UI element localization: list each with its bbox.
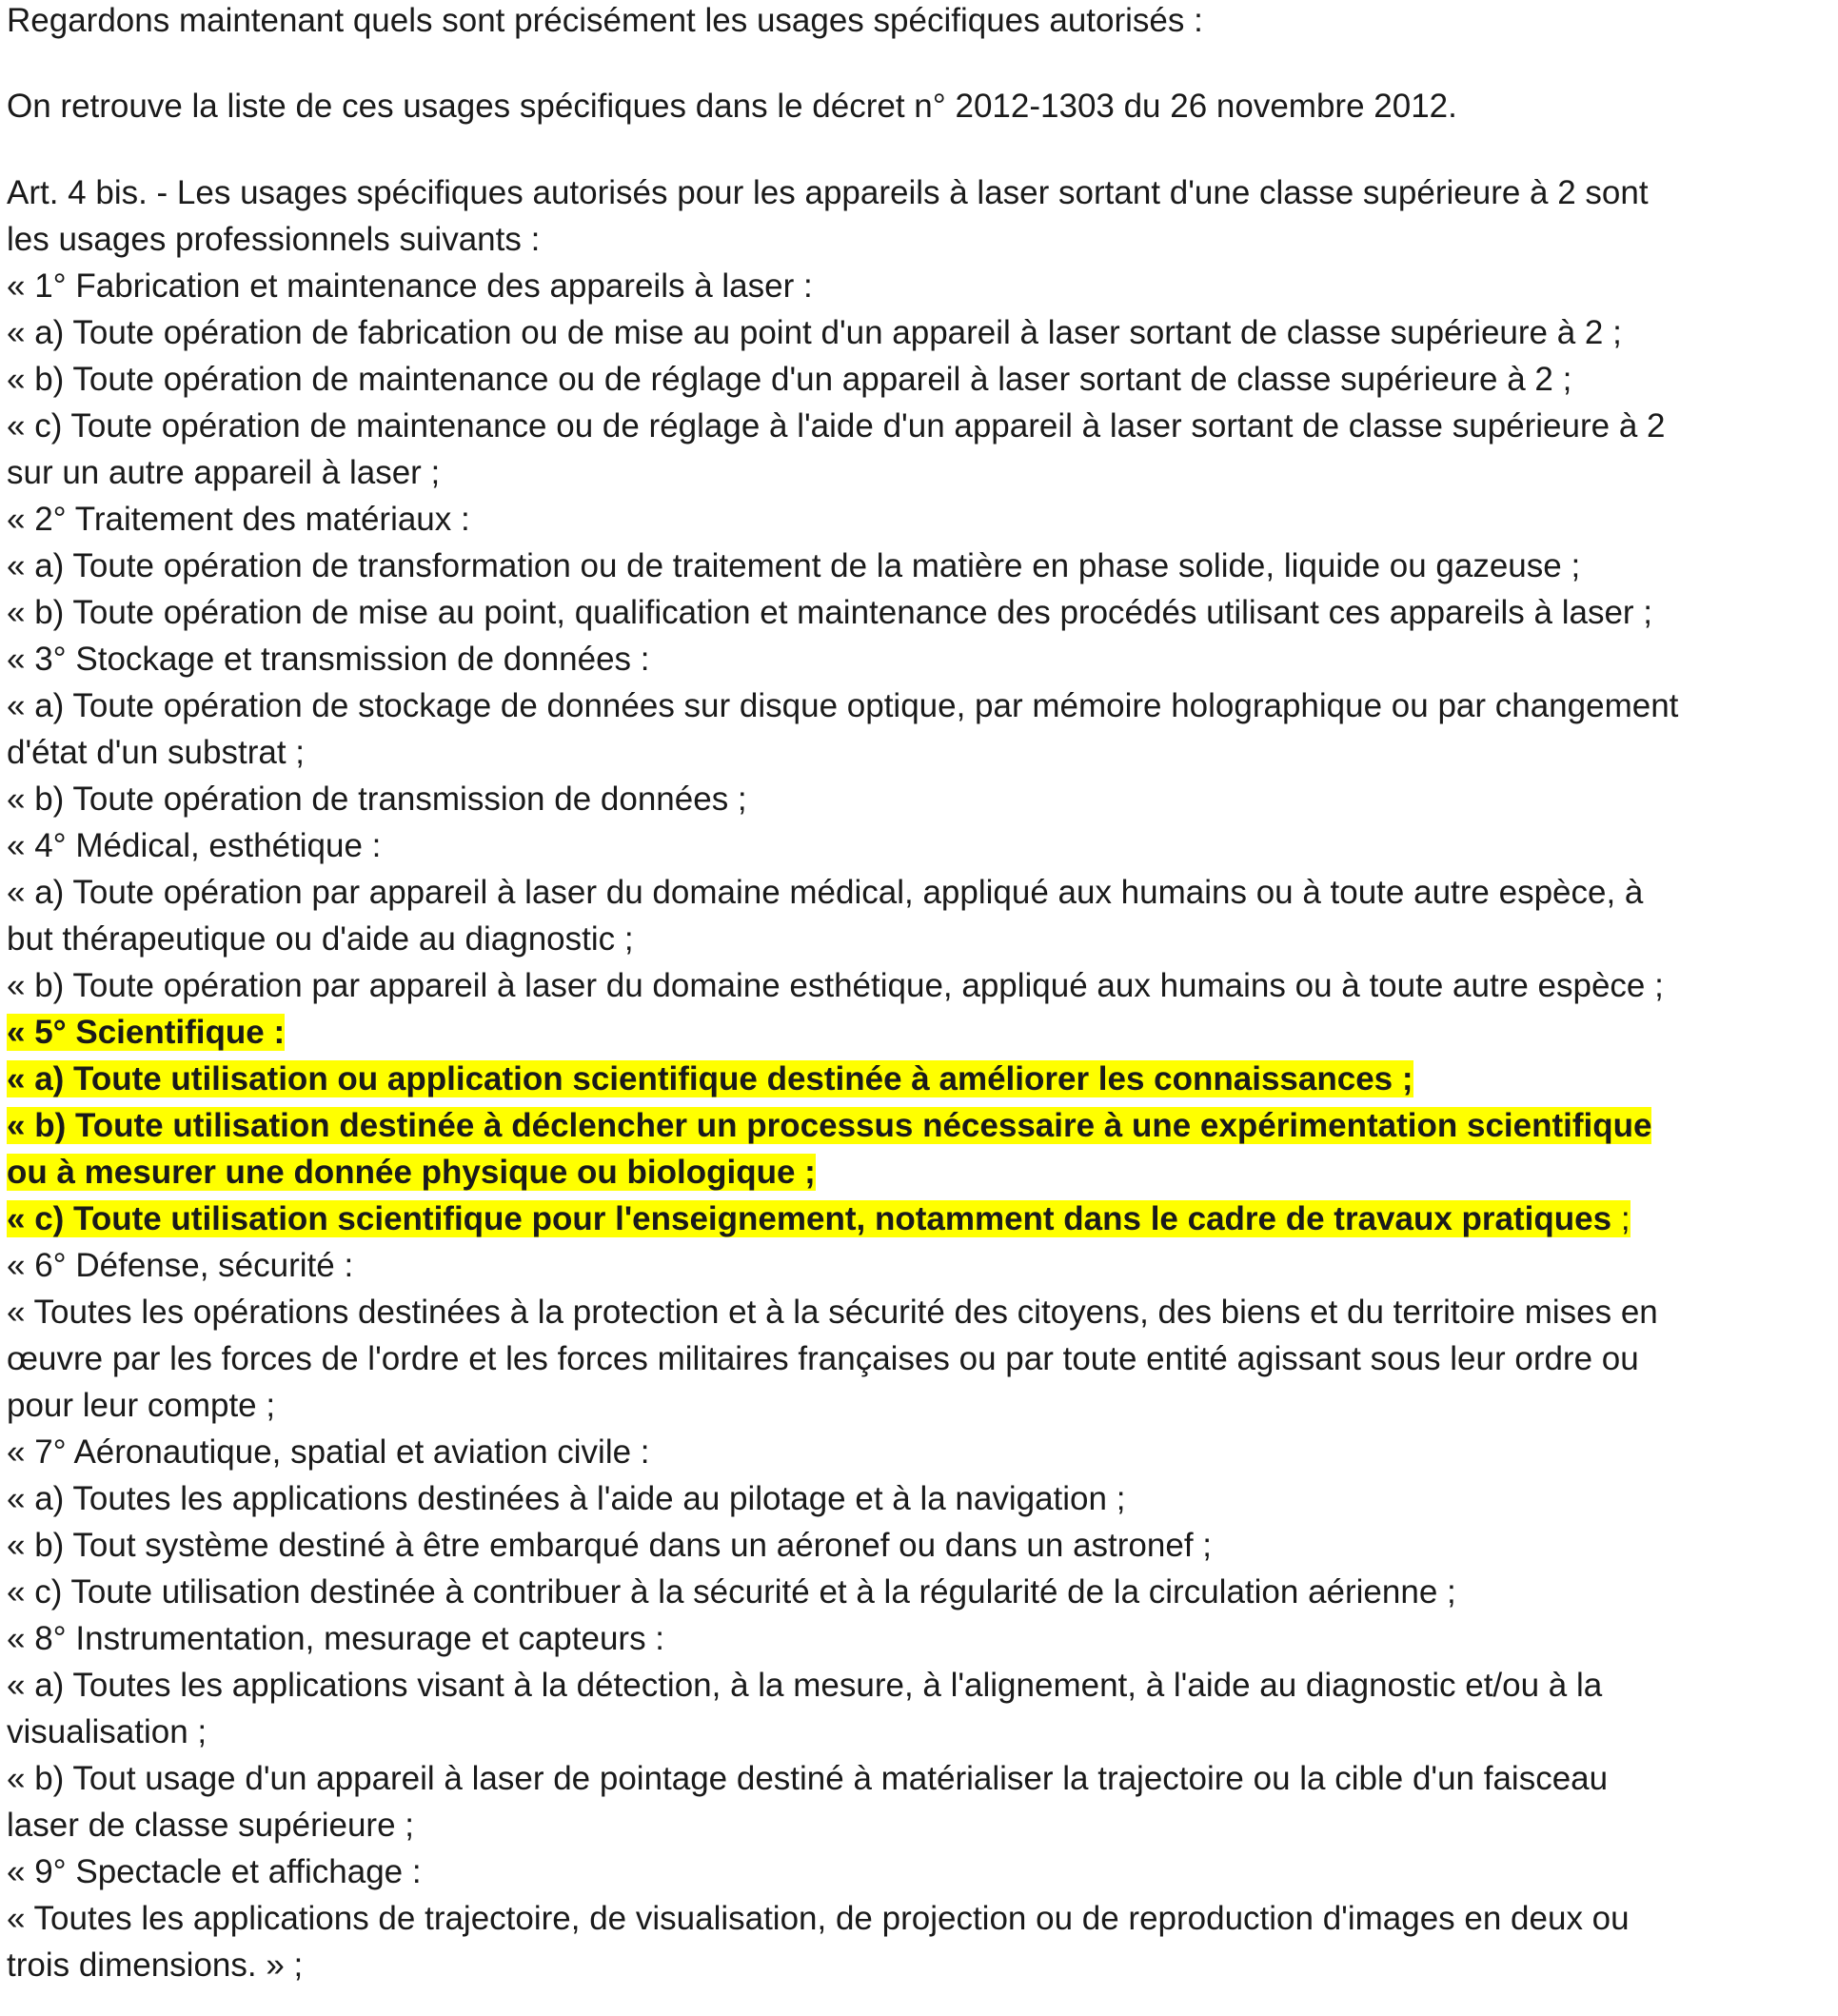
highlighted-text: « a) Toute utilisation ou application scientifique destinée à améliorer les connaissances ;	[7, 1060, 1413, 1097]
list-item: « b) Tout usage d'un appareil à laser de pointage destiné à matérialiser la trajectoire ou la cible d'un faisceau	[7, 1760, 1609, 1797]
list-item: « 4° Médical, esthétique :	[7, 827, 382, 864]
list-item: « 2° Traitement des matériaux :	[7, 501, 470, 538]
article-line: Art. 4 bis. - Les usages spécifiques autorisés pour les appareils à laser sortant d'une classe supérieure à 2 sont	[7, 174, 1649, 211]
list-item: « a) Toute opération de stockage de données sur disque optique, par mémoire holographique ou par changement	[7, 687, 1679, 724]
list-item: « b) Toute opération de mise au point, qualification et maintenance des procédés utilisant ces appareils à laser ;	[7, 594, 1653, 631]
list-item: « a) Toute opération de transformation ou de traitement de la matière en phase solide, liquide ou gazeuse ;	[7, 547, 1581, 584]
list-item: « 6° Défense, sécurité :	[7, 1247, 354, 1284]
highlighted-line	[7, 1149, 816, 1196]
list-item: sur un autre appareil à laser ;	[7, 454, 441, 491]
list-item: laser de classe supérieure ;	[7, 1807, 414, 1844]
list-item: visualisation ;	[7, 1713, 208, 1750]
list-item: pour leur compte ;	[7, 1387, 276, 1424]
list-item: « b) Toute opération de transmission de données ;	[7, 781, 747, 818]
list-item: « a) Toute opération de fabrication ou de mise au point d'un appareil à laser sortant de classe supérieure à 2 ;	[7, 314, 1622, 351]
list-item: but thérapeutique ou d'aide au diagnostic ;	[7, 920, 634, 958]
highlighted-text: « 5° Scientifique :	[7, 1014, 286, 1051]
highlighted-text: « c) Toute utilisation scientifique pour l'enseignement, notamment dans le cadre de travaux pratiques	[7, 1200, 1612, 1237]
highlighted-line	[7, 1196, 1630, 1242]
highlighted-text: « b) Toute utilisation destinée à déclencher un processus nécessaire à une expérimentation scientifique	[7, 1107, 1652, 1144]
list-item: « 3° Stockage et transmission de données :	[7, 641, 650, 678]
decree-paragraph: On retrouve la liste de ces usages spécifiques dans le décret n° 2012-1303 du 26 novembre 2012.	[7, 88, 1457, 125]
list-item: trois dimensions. » ;	[7, 1947, 304, 1984]
list-item: « 7° Aéronautique, spatial et aviation civile :	[7, 1433, 650, 1471]
list-item: « Toutes les applications de trajectoire, de visualisation, de projection ou de reproduction d'images en deux ou	[7, 1900, 1630, 1937]
list-item: « a) Toute opération par appareil à laser du domaine médical, appliqué aux humains ou à toute autre espèce, à	[7, 874, 1644, 911]
highlighted-line	[7, 1056, 1413, 1102]
highlighted-tail: ;	[1611, 1200, 1630, 1237]
list-item: « a) Toutes les applications destinées à l'aide au pilotage et à la navigation ;	[7, 1480, 1126, 1517]
highlighted-line	[7, 1102, 1651, 1149]
list-item: « 1° Fabrication et maintenance des appareils à laser :	[7, 267, 813, 305]
list-item: d'état d'un substrat ;	[7, 734, 306, 771]
highlighted-text: ou à mesurer une donnée physique ou biologique ;	[7, 1154, 816, 1191]
list-item: « 8° Instrumentation, mesurage et capteurs :	[7, 1620, 665, 1657]
list-item: « c) Toute utilisation destinée à contribuer à la sécurité et à la régularité de la circulation aérienne ;	[7, 1573, 1456, 1611]
article-line: les usages professionnels suivants :	[7, 221, 541, 258]
highlighted-line	[7, 1009, 285, 1056]
list-item: « c) Toute opération de maintenance ou de réglage à l'aide d'un appareil à laser sortant de classe supérieure à 2	[7, 407, 1666, 445]
list-item: « 9° Spectacle et affichage :	[7, 1853, 422, 1890]
list-item: « b) Toute opération par appareil à laser du domaine esthétique, appliqué aux humains ou à toute autre espèce ;	[7, 967, 1664, 1004]
list-item: « b) Toute opération de maintenance ou de réglage d'un appareil à laser sortant de classe supérieure à 2 ;	[7, 361, 1572, 398]
list-item: « b) Tout système destiné à être embarqué dans un aéronef ou dans un astronef ;	[7, 1527, 1212, 1564]
list-item: « Toutes les opérations destinées à la protection et à la sécurité des citoyens, des biens et du territoire mises en	[7, 1294, 1658, 1331]
intro-paragraph: Regardons maintenant quels sont précisément les usages spécifiques autorisés :	[7, 2, 1203, 39]
list-item: œuvre par les forces de l'ordre et les forces militaires françaises ou par toute entité agissant sous leur ordre ou	[7, 1340, 1639, 1377]
list-item: « a) Toutes les applications visant à la détection, à la mesure, à l'alignement, à l'aide au diagnostic et/ou à la	[7, 1667, 1603, 1704]
